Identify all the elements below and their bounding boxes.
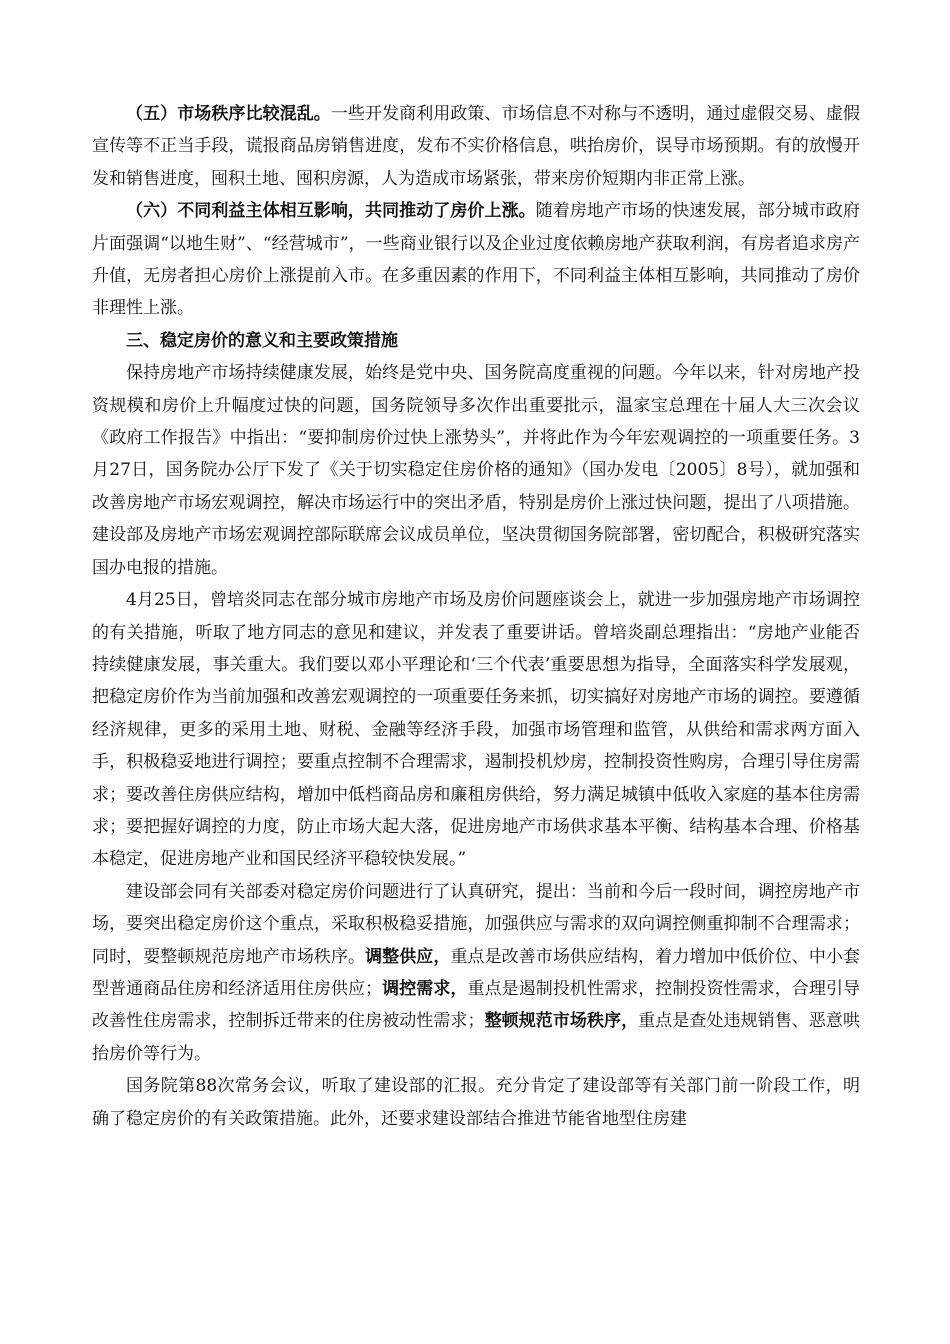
emphasis-control-demand: 调控需求， [382, 978, 468, 999]
paragraph-body: 重点是改善市场供应结构，着力增加中低价位、中小套型普通商品住房和经济适用住房供应； [92, 946, 861, 999]
document-page [92, 98, 860, 1135]
paragraph-body: 随着房地产市场的快速发展，部分城市政府片面强调“以地生财”、“经营城市”，一些商业银行以及企业过度依赖房地产获取利润，有房者追求房产升值，无房者担心房价上涨提前入市。在多重因素的作用下，不同利益主体相互影响，共同推动了房价非理性上涨。 [92, 201, 861, 319]
section-heading: 三、稳定房价的意义和主要政策措施 [126, 330, 398, 351]
emphasis-rectify-order: 整顿规范市场秩序， [484, 1011, 639, 1032]
paragraph-lead-heading: （五）市场秩序比较混乱。 [126, 104, 331, 124]
paragraph-body: 重点是遏制投机性需求，控制投资性需求，合理引导改善性住房需求，控制拆迁带来的住房被动性需求； [92, 978, 861, 1032]
paragraph-vice-premier-speech: 4月25日，曾培炎同志在部分城市房地产市场及房价问题座谈会上，就进一步加强房地产市场调控的有关措施，听取了地方同志的意见和建议，并发表了重要讲话。曾培炎副总理指出：“房地产业能否持续健康发展，事关重大。我们要以邓小平理论和‘三个代表’重要思想为指导，全面落实科学发展观，把稳定房价作为当前加强和改善宏观调控的一项重要任务来抓，切实搞好对房地产市场的调控。要遵循经济规律，更多的采用土地、财税、金融等经济手段，加强市场管理和监管，从供给和需求两方面入手，积极稳妥地进行调控；要重点控制不合理需求，遏制投机炒房，控制投资性购房，合理引导住房需求；要改善住房供应结构，增加中低档商品房和廉租房供给，努力满足城镇中低收入家庭的基本住房需求；要把握好调控的力度，防止市场大起大落，促进房地产市场供求基本平衡、结构基本合理、价格基本稳定，促进房地产业和国民经济平稳较快发展。” [92, 590, 860, 870]
paragraph-body: 一些开发商利用政策、市场信息不对称与不透明，通过虚假交易、虚假宣传等不正当手段，谎报商品房销售进度，发布不实价格信息，哄抬房价，误导市场预期。有的放慢开发和销售进度，囤积土地、囤积房源，人为造成市场紧张，带来房价短期内非正常上涨。 [92, 104, 861, 189]
paragraph-policy-background: 保持房地产市场持续健康发展，始终是党中央、国务院高度重视的问题。今年以来，针对房地产投资规模和房价上升幅度过快的问题，国务院领导多次作出重要批示，温家宝总理在十届人大三次会议《政府工作报告》中指出：“要抑制房价过快上涨势头”，并将此作为今年宏观调控的一项重要任务。3月27日，国务院办公厅下发了《关于切实稳定住房价格的通知》（国办发电〔2005〕8号），就加强和改善房地产市场宏观调控，解决市场运行中的突出矛盾，特别是房价上涨过快问题，提出了八项措施。建设部及房地产市场宏观调控部际联席会议成员单位，坚决贯彻国务院部署，密切配合，积极研究落实国办电报的措施。 [92, 363, 860, 578]
emphasis-adjust-supply: 调整供应， [365, 946, 451, 967]
paragraph-body: 重点是查处违规销售、恶意哄抬房价等行为。 [92, 1011, 861, 1064]
paragraph-body: 建设部会同有关部委对稳定房价问题进行了认真研究，提出：当前和今后一段时间，调控房地产市场，要突出稳定房价这个重点，采取积极稳妥措施，加强供应与需求的双向调控侧重抑制不合理需求；同时，要整顿规范房地产市场秩序。 [92, 881, 860, 967]
paragraph-ministry-research [92, 876, 860, 1070]
paragraph-market-disorder [92, 98, 860, 195]
paragraph-state-council-meeting: 国务院第88次常务会议，听取了建设部的汇报。充分肯定了建设部等有关部门前一阶段工作，明确了稳定房价的有关政策措施。此外，还要求建设部结合推进节能省地型住房建 [92, 1076, 860, 1129]
paragraph-lead-heading: （六）不同利益主体相互影响，共同推动了房价上涨。 [126, 201, 536, 222]
paragraph-interest-groups [92, 195, 860, 325]
